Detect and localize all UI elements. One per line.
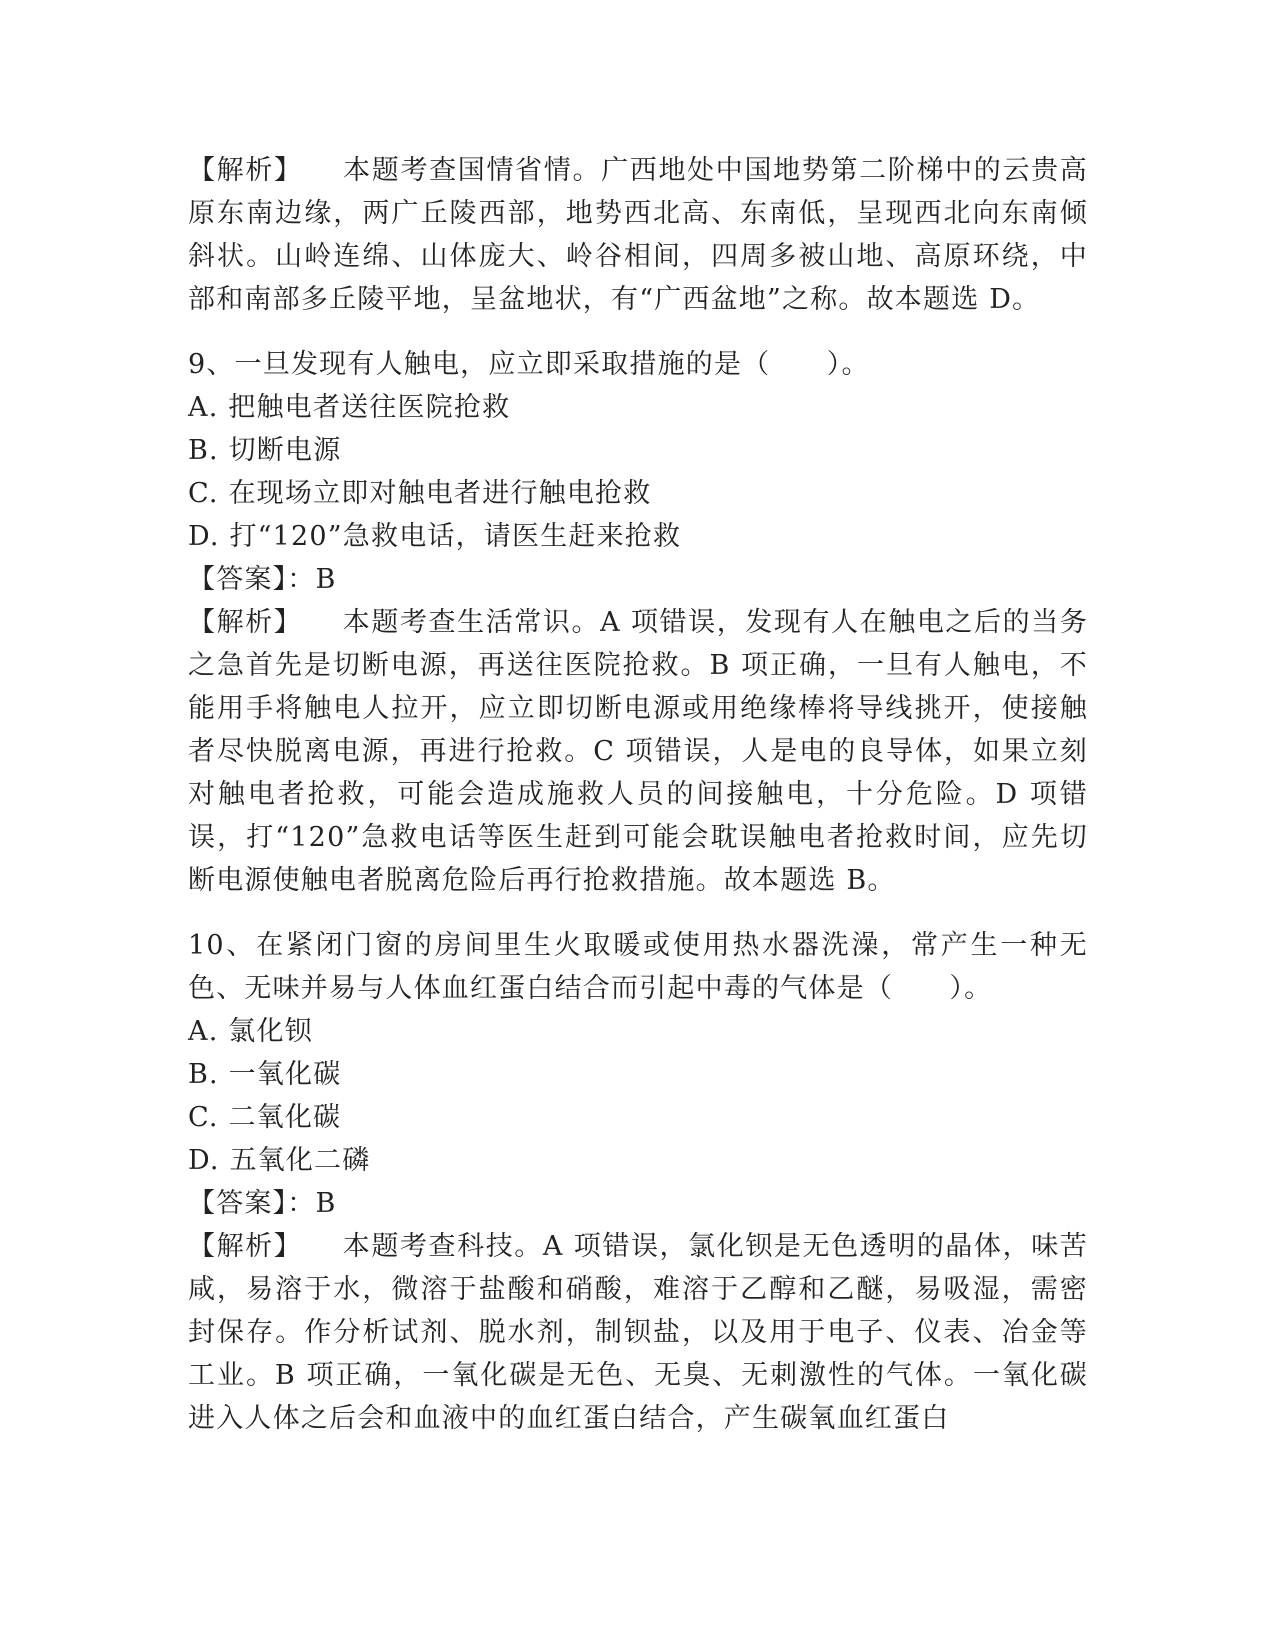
q10-analysis-tag: 【解析】	[188, 1231, 303, 1262]
q8-analysis-tag: 【解析】	[188, 155, 303, 186]
q9-question: 9、一旦发现有人触电，应立即采取措施的是（ ）。	[188, 349, 870, 380]
q10-option-b: B. 一氧化碳	[188, 1059, 342, 1090]
q9-option-a: A. 把触电者送往医院抢救	[188, 392, 511, 423]
q9-answer: 【答案】：B	[188, 564, 337, 595]
q9-option-b: B. 切断电源	[188, 435, 342, 466]
q9-option-c: C. 在现场立即对触电者进行触电抢救	[188, 478, 652, 509]
q8-analysis-text: 本题考查国情省情。广西地处中国地势第二阶梯中的云贵高原东南边缘，两广丘陵西部，地势西北高、东南低，呈现西北向东南倾斜状。山岭连绵、山体庞大、岭谷相间，四周多被山地、高原环绕，中部和南部多丘陵平地，呈盆地状，有“广西盆地”之称。故本题选 D。	[188, 155, 1088, 315]
document-content	[188, 149, 1088, 1440]
section-gap	[188, 321, 1088, 343]
q10-analysis-text: 本题考查科技。A 项错误，氯化钡是无色透明的晶体，味苦咸，易溶于水，微溶于盐酸和硝酸，难溶于乙醇和乙醚，易吸湿，需密封保存。作分析试剂、脱水剂，制钡盐，以及用于电子、仪表、冶金等工业。B 项正确，一氧化碳是无色、无臭、无刺激性的气体。一氧化碳进入人体之后会和血液中的血红蛋白结合，产生碳氧血红蛋白	[188, 1231, 1088, 1434]
q10-option-d: D. 五氧化二磷	[188, 1145, 371, 1176]
q9-option-d: D. 打“120”急救电话，请医生赶来抢救	[188, 521, 682, 552]
q10-answer: 【答案】：B	[188, 1188, 337, 1219]
q8-analysis	[188, 149, 1088, 321]
q10-question: 10、在紧闭门窗的房间里生火取暖或使用热水器洗澡，常产生一种无色、无味并易与人体血红蛋白结合而引起中毒的气体是（ ）。	[188, 930, 1088, 1004]
q10-option-c: C. 二氧化碳	[188, 1102, 342, 1133]
q9-analysis-text: 本题考查生活常识。A 项错误，发现有人在触电之后的当务之急首先是切断电源，再送往医院抢救。B 项正确，一旦有人触电，不能用手将触电人拉开，应立即切断电源或用绝缘棒将导线挑开，使接触者尽快脱离电源，再进行抢救。C 项错误，人是电的良导体，如果立刻对触电者抢救，可能会造成施救人员的间接触电，十分危险。D 项错误，打“120”急救电话等医生赶到可能会耽误触电者抢救时间，应先切断电源使触电者脱离危险后再行抢救措施。故本题选 B。	[188, 607, 1088, 896]
q9-analysis	[188, 601, 1088, 902]
q10-option-a: A. 氯化钡	[188, 1016, 313, 1047]
section-gap	[188, 902, 1088, 924]
q9-analysis-tag: 【解析】	[188, 607, 303, 638]
q10-analysis	[188, 1225, 1088, 1440]
